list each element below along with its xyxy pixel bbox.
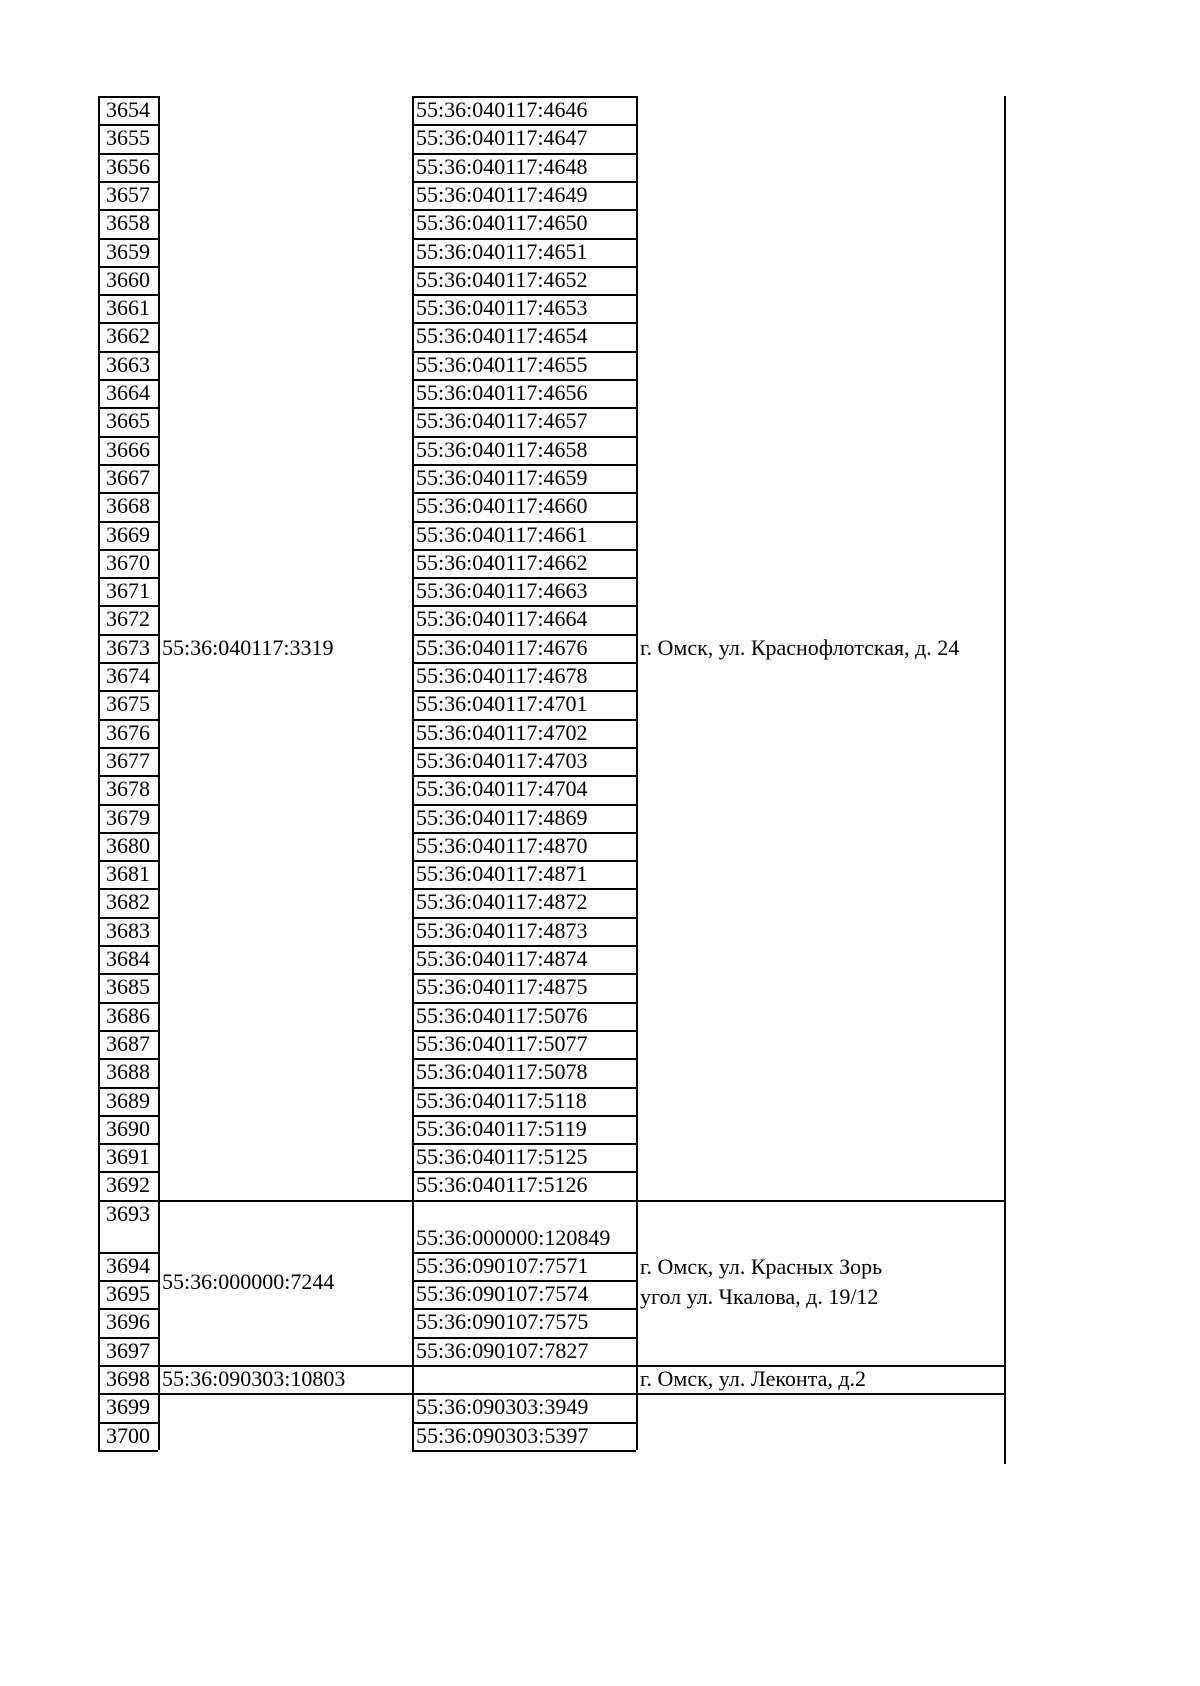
row-number: 3695	[106, 1281, 150, 1306]
cadastral-number: 55:36:040117:4874	[416, 946, 588, 971]
row-number: 3663	[106, 351, 150, 377]
parent-cadastral-number: 55:36:000000:7244	[162, 1269, 335, 1295]
cadastral-number: 55:36:040117:4646	[416, 97, 588, 122]
row-number: 3684	[106, 946, 150, 971]
row-number: 3677	[106, 747, 150, 773]
row-number: 3658	[106, 210, 150, 236]
cadastral-number: 55:36:040117:4649	[416, 181, 588, 207]
row-number: 3666	[106, 436, 150, 462]
row-number: 3686	[106, 1002, 150, 1028]
row-number: 3659	[106, 238, 150, 264]
row-number: 3675	[106, 691, 150, 717]
column-border	[158, 96, 160, 1450]
cadastral-number: 55:36:040117:5118	[416, 1087, 587, 1113]
cadastral-number: 55:36:040117:4873	[416, 917, 588, 943]
cadastral-number: 55:36:040117:4664	[416, 606, 588, 632]
cadastral-number: 55:36:040117:4870	[416, 832, 588, 858]
row-number: 3672	[106, 606, 150, 632]
row-number: 3657	[106, 181, 150, 207]
cadastral-number: 55:36:000000:120849	[416, 1224, 611, 1250]
row-number: 3700	[106, 1422, 150, 1448]
cadastral-number: 55:36:040117:4657	[416, 408, 588, 434]
cadastral-number: 55:36:040117:4660	[416, 493, 588, 519]
cadastral-number: 55:36:090303:3949	[416, 1394, 589, 1420]
address: г. Омск, ул. Леконта, д.2	[640, 1365, 867, 1391]
group-divider	[158, 1200, 412, 1202]
cadastral-number: 55:36:040117:5119	[416, 1115, 587, 1141]
row-number: 3660	[106, 266, 150, 292]
row-number: 3680	[106, 832, 150, 858]
cadastral-number: 55:36:040117:4701	[416, 691, 588, 717]
row-number: 3699	[106, 1394, 150, 1420]
row-number: 3678	[106, 776, 150, 802]
cadastral-number: 55:36:040117:5076	[416, 1002, 588, 1028]
cadastral-number: 55:36:040117:4869	[416, 804, 588, 830]
row-number: 3693	[106, 1200, 150, 1226]
row-number: 3671	[106, 578, 150, 604]
cadastral-number: 55:36:040117:4659	[416, 464, 588, 490]
cadastral-number: 55:36:090107:7827	[416, 1337, 589, 1363]
row-number: 3674	[106, 663, 150, 688]
cadastral-number: 55:36:040117:4663	[416, 578, 588, 604]
cadastral-number: 55:36:040117:4662	[416, 549, 588, 575]
row-number: 3689	[106, 1087, 150, 1113]
group-divider	[636, 1200, 1004, 1202]
row-number: 3670	[106, 549, 150, 575]
column-border	[412, 96, 414, 1450]
row-number: 3668	[106, 493, 150, 519]
cadastral-number: 55:36:040117:5125	[416, 1144, 588, 1170]
row-number: 3669	[106, 521, 150, 547]
row-number: 3682	[106, 889, 150, 915]
column-border	[636, 96, 638, 1450]
cadastral-number: 55:36:040117:4654	[416, 323, 588, 349]
table-bottom-border	[98, 1450, 158, 1452]
row-number: 3673	[106, 634, 150, 660]
cadastral-number: 55:36:040117:4655	[416, 351, 588, 377]
address: угол ул. Чкалова, д. 19/12	[640, 1284, 879, 1310]
cadastral-number: 55:36:040117:5077	[416, 1030, 588, 1056]
cadastral-number: 55:36:040117:5078	[416, 1059, 588, 1085]
cadastral-number: 55:36:040117:4702	[416, 719, 588, 745]
cadastral-number: 55:36:040117:4676	[416, 634, 588, 660]
cadastral-number: 55:36:040117:4653	[416, 295, 588, 321]
row-number: 3656	[106, 153, 150, 179]
parent-cadastral-number: 55:36:090303:10803	[162, 1365, 346, 1391]
row-number: 3679	[106, 804, 150, 830]
row-number: 3676	[106, 719, 150, 745]
row-number: 3654	[106, 97, 150, 122]
row-number: 3661	[106, 295, 150, 321]
cadastral-number: 55:36:090107:7571	[416, 1252, 589, 1278]
column-border	[1004, 96, 1006, 1464]
cadastral-number: 55:36:040117:4651	[416, 238, 588, 264]
row-number: 3687	[106, 1030, 150, 1056]
row-number: 3662	[106, 323, 150, 349]
row-number: 3698	[106, 1365, 150, 1391]
group-divider	[158, 1365, 412, 1367]
row-divider	[412, 1365, 636, 1367]
address: г. Омск, ул. Красных Зорь	[640, 1254, 883, 1280]
row-number: 3681	[106, 861, 150, 887]
cadastral-number: 55:36:090107:7574	[416, 1281, 589, 1306]
cadastral-number: 55:36:040117:4656	[416, 380, 588, 405]
group-divider	[158, 1393, 412, 1395]
row-number: 3696	[106, 1309, 150, 1335]
row-number: 3667	[106, 464, 150, 490]
cadastral-number: 55:36:040117:4650	[416, 210, 588, 236]
row-number: 3685	[106, 974, 150, 1000]
row-number: 3697	[106, 1337, 150, 1363]
group-divider	[636, 1365, 1004, 1367]
row-number: 3683	[106, 917, 150, 943]
cadastral-number: 55:36:090107:7575	[416, 1309, 589, 1335]
group-divider	[636, 1393, 1004, 1395]
cadastral-number: 55:36:040117:5126	[416, 1172, 588, 1198]
row-divider	[412, 1200, 636, 1202]
cadastral-number: 55:36:040117:4658	[416, 436, 588, 462]
cadastral-number: 55:36:040117:4875	[416, 974, 588, 1000]
cadastral-number: 55:36:040117:4652	[416, 266, 588, 292]
cadastral-number: 55:36:040117:4661	[416, 521, 588, 547]
row-number: 3664	[106, 380, 150, 405]
row-number: 3692	[106, 1172, 150, 1198]
row-number: 3688	[106, 1059, 150, 1085]
cadastral-number: 55:36:040117:4703	[416, 747, 588, 773]
address: г. Омск, ул. Краснофлотская, д. 24	[640, 634, 960, 660]
cadastral-number: 55:36:040117:4704	[416, 776, 588, 802]
cadastral-number: 55:36:040117:4872	[416, 889, 588, 915]
row-number: 3665	[106, 408, 150, 434]
row-number: 3690	[106, 1115, 150, 1141]
cadastral-number: 55:36:040117:4871	[416, 861, 588, 887]
table-bottom-border	[412, 1450, 636, 1452]
cadastral-number: 55:36:040117:4648	[416, 153, 588, 179]
row-number: 3691	[106, 1144, 150, 1170]
cadastral-number: 55:36:040117:4678	[416, 663, 588, 688]
row-number: 3655	[106, 125, 150, 151]
row-number: 3694	[106, 1252, 150, 1278]
column-border	[98, 96, 100, 1450]
cadastral-number: 55:36:040117:4647	[416, 125, 588, 151]
parent-cadastral-number: 55:36:040117:3319	[162, 634, 334, 660]
cadastral-number: 55:36:090303:5397	[416, 1422, 589, 1448]
